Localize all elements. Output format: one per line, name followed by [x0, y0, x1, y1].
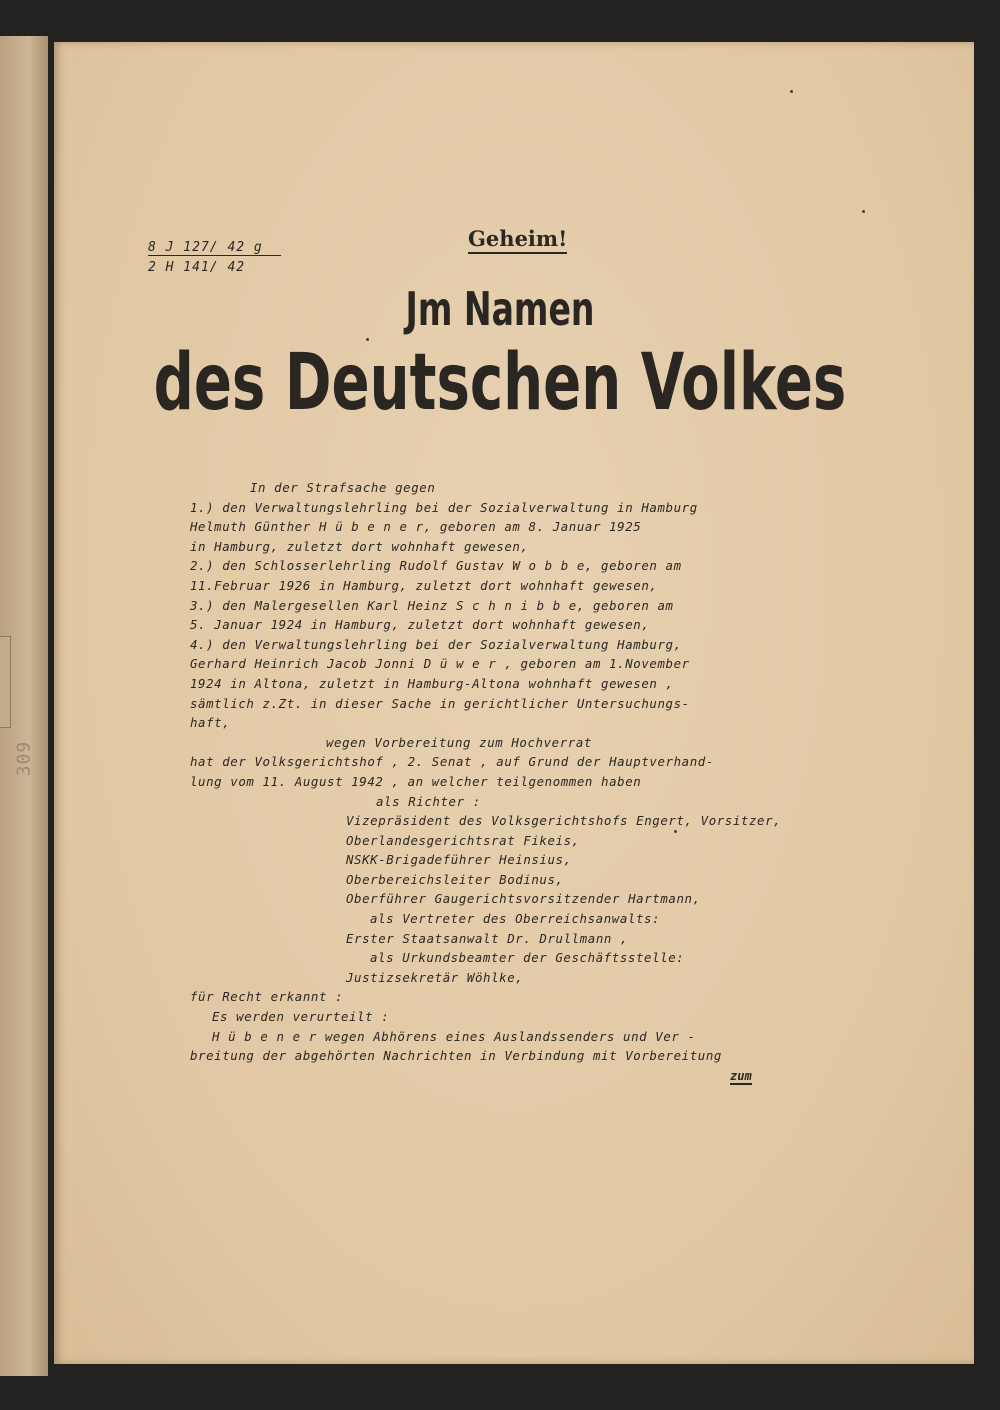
body-line: NSKK-Brigadeführer Heinsius, [346, 852, 572, 868]
body-line: Es werden verurteilt : [212, 1009, 390, 1025]
document-body [190, 478, 800, 1066]
left-page-edge [0, 36, 48, 1376]
title-line-1: Jm Namen [405, 282, 595, 336]
body-line: breitung der abgehörten Nachrichten in Verbindung mit Vorbereitung [190, 1048, 722, 1064]
body-line: Erster Staatsanwalt Dr. Drullmann , [346, 930, 629, 946]
body-line: wegen Vorbereitung zum Hochverrat [326, 734, 592, 750]
margin-pencil-note: 309 [13, 740, 35, 777]
body-line: Justizsekretär Wöhlke, [346, 969, 524, 985]
body-line: für Recht erkannt : [190, 989, 344, 1005]
page-tab [0, 636, 11, 728]
catchword: zum [730, 1069, 752, 1083]
body-line: 1.) den Verwaltungslehrling bei der Sozialverwaltung in Hamburg [190, 499, 698, 515]
body-line: lung vom 11. August 1942 , an welcher teilgenommen haben [190, 773, 642, 789]
body-line: 2.) den Schlosserlehrling Rudolf Gustav W o b b e, geboren am [190, 558, 682, 574]
body-line: sämtlich z.Zt. in dieser Sache in gerichtlicher Untersuchungs- [190, 695, 690, 711]
title-line-2: des Deutschen Volkes [153, 338, 847, 428]
classification-stamp: Geheim! [468, 226, 567, 254]
body-line: 1924 in Altona, zuletzt in Hamburg-Altona wohnhaft gewesen , [190, 675, 674, 691]
body-line: 4.) den Verwaltungslehrling bei der Sozialverwaltung Hamburg, [190, 636, 682, 652]
body-line: als Vertreter des Oberreichsanwalts: [370, 911, 661, 927]
body-line: Gerhard Heinrich Jacob Jonni D ü w e r , geboren am 1.November [190, 656, 690, 672]
body-line: Helmuth Günther H ü b e n e r, geboren am 8. Januar 1925 [190, 519, 642, 535]
body-line: Oberlandesgerichtsrat Fikeis, [346, 832, 580, 848]
body-line: Vizepräsident des Volksgerichtshofs Engert, Vorsitzer, [346, 813, 782, 829]
body-line: H ü b e n e r wegen Abhörens eines Auslandssenders und Ver - [212, 1028, 696, 1044]
body-line: haft, [190, 715, 231, 731]
body-line: 3.) den Malergesellen Karl Heinz S c h n i b b e, geboren am [190, 597, 674, 613]
file-reference-2: 2 H 141/ 42 [148, 260, 246, 275]
body-line: hat der Volksgerichtshof , 2. Senat , auf Grund der Hauptverhand- [190, 754, 714, 770]
body-line: Oberführer Gaugerichtsvorsitzender Hartmann, [346, 891, 701, 907]
file-reference-1: 8 J 127/ 42 g [148, 240, 281, 256]
body-line: 5. Januar 1924 in Hamburg, zuletzt dort wohnhaft gewesen, [190, 617, 650, 633]
body-line: in Hamburg, zuletzt dort wohnhaft gewesen, [190, 538, 529, 554]
body-line: als Urkundsbeamter der Geschäftsstelle: [370, 950, 685, 966]
body-line: Oberbereichsleiter Bodinus, [346, 871, 564, 887]
body-line: 11.Februar 1926 in Hamburg, zuletzt dort wohnhaft gewesen, [190, 577, 658, 593]
body-line: In der Strafsache gegen [250, 480, 436, 495]
body-line: als Richter : [376, 793, 481, 809]
